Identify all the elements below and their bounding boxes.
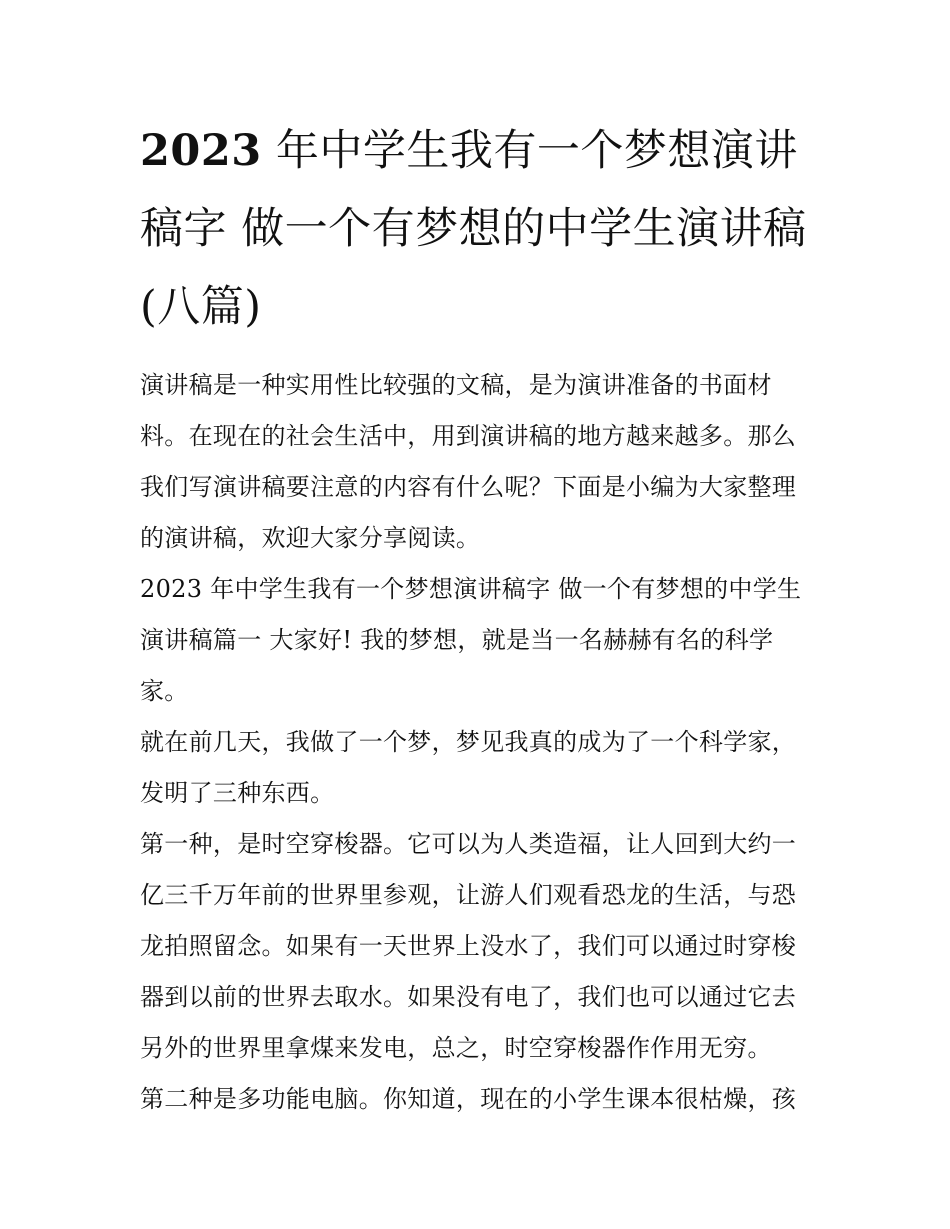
paragraph-section-heading: 2023 年中学生我有一个梦想演讲稿字 做一个有梦想的中学生演讲稿篇一 大家好! 我的梦想，就是当一名赫赫有名的科学家。 [140, 575, 802, 705]
title-year: 2023 [140, 126, 262, 176]
paragraph-invention-two: 第二种是多功能电脑。你知道，现在的小学生课本很枯燥，孩 [140, 1085, 797, 1113]
document-title [140, 112, 812, 346]
title-text: 年中学生我有一个梦想演讲稿字 做一个有梦想的中学生演讲稿(八篇) [140, 126, 807, 332]
document-body [140, 112, 812, 1125]
paragraph-dream: 就在前几天，我做了一个梦，梦见我真的成为了一个科学家，发明了三种东西。 [140, 728, 797, 807]
paragraph-intro: 演讲稿是一种实用性比较强的文稿，是为演讲准备的书面材料。在现在的社会生活中，用到演讲稿的地方越来越多。那么我们写演讲稿要注意的内容有什么呢？下面是小编为大家整理的演讲稿，欢迎大家分享阅读。 [140, 371, 797, 552]
paragraph-invention-one: 第一种，是时空穿梭器。它可以为人类造福，让人回到大约一亿三千万年前的世界里参观，让游人们观看恐龙的生活，与恐龙拍照留念。如果有一天世界上没水了，我们可以通过时穿梭器到以前的世界去取水。如果没有电了，我们也可以通过它去另外的世界里拿煤来发电，总之，时空穿梭器作作用无穷。 [140, 830, 797, 1062]
